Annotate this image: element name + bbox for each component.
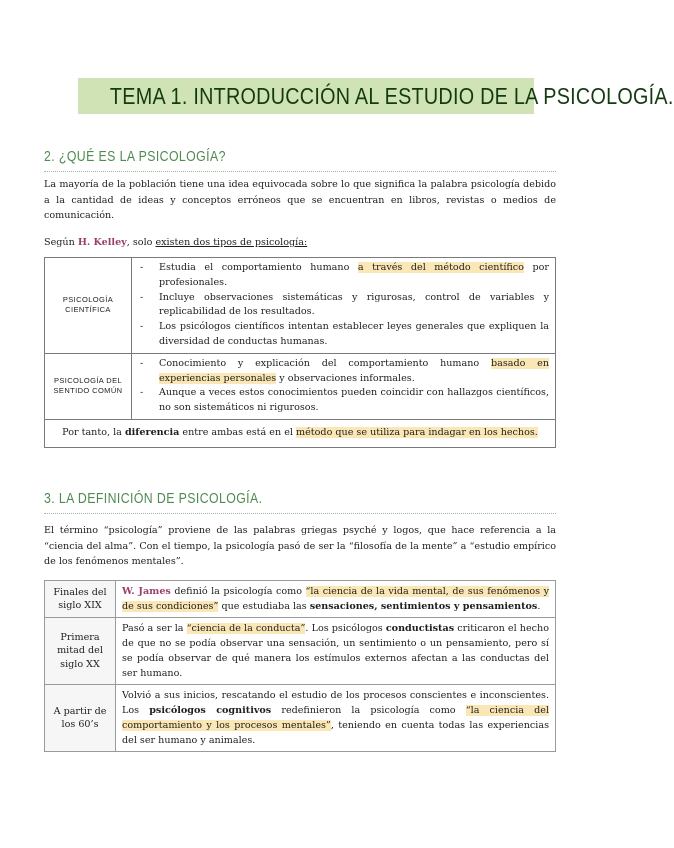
definition-paragraph: El término “psicología” proviene de las palabras griegas psyché y logos, que hace referencia a la “ciencia del alma”. Con el tiempo, la psicología pasó de ser la “filosofía de la mente” a “estudio empírico de los fenómenos mentales”. (44, 525, 556, 567)
bold-text: sensaciones, sentimientos y pensamientos (309, 601, 538, 612)
intro-paragraph: La mayoría de la población tiene una idea equivocada sobre lo que significa la palabra psicología debido a la cantidad de ideas y conceptos erróneos que se encuentran en libros, revistas o medios de comunicación. (44, 179, 556, 221)
highlight: basado en experiencias personales (159, 357, 550, 384)
list-item: - Incluye observaciones sistemáticas y rigurosas, control de variables y replicabilidad de los resultados. (136, 291, 549, 321)
highlight: método que se utiliza para indagar en los hechos. (296, 426, 538, 438)
text: criticaron el hecho de que no se podía observar una sensación, un sentimiento o un pensamiento, pero sí se podía observar de qué manera los estímulos externos afectan a las conductas del ser humano. (122, 623, 549, 679)
text: por profesionales. (159, 262, 549, 288)
highlight: “ciencia de la conducta” (186, 623, 306, 634)
bold-text: diferencia (124, 426, 180, 438)
list-item: - Los psicólogos científicos intentan establecer leyes generales que expliquen la diversidad de conductas humanas. (136, 320, 549, 350)
row-label: PSICOLOGÍA CIENTÍFICA (45, 258, 132, 354)
table-row (45, 618, 556, 685)
table-row (45, 353, 556, 419)
kelley-line (44, 235, 556, 251)
section-divider (44, 513, 556, 514)
period-content (116, 581, 556, 618)
text: entre ambas está en el (179, 426, 297, 438)
definition-history-table (44, 580, 556, 752)
text: y observaciones informales. (276, 372, 415, 384)
section-divider (44, 171, 556, 172)
period-content (116, 685, 556, 752)
period-label: A partir de los 60’s (45, 685, 116, 752)
psychology-types-table (44, 257, 556, 448)
page-title: TEMA 1. INTRODUCCIÓN AL ESTUDIO DE LA PSICOLOGÍA. (109, 83, 674, 109)
text: , teniendo en cuenta todas las experiencias del ser humano y animales. (122, 720, 549, 746)
list-item (136, 261, 549, 291)
period-label: Finales del siglo XIX (45, 581, 116, 618)
text: Conocimiento y explicación del comportamiento humano (159, 357, 491, 369)
highlight: “la ciencia de la vida mental, de sus fenómenos y de sus condiciones” (122, 586, 550, 612)
section-heading-3: 3. LA DEFINICIÓN DE PSICOLOGÍA. (44, 490, 263, 507)
table-row (45, 685, 556, 752)
author-name: W. James (122, 586, 171, 597)
period-content (116, 618, 556, 685)
row-label: PSICOLOGÍA DEL SENTIDO COMÚN (45, 353, 132, 419)
highlight: “la ciencia del comportamiento y los procesos mentales” (122, 705, 550, 731)
highlight: a través del método científico (357, 262, 524, 273)
text: , solo (126, 237, 156, 248)
list-item: - Aunque a veces estos conocimientos pueden coincidir con hallazgos científicos, no son sistemáticos ni rigurosos. (136, 386, 549, 416)
row-content (132, 353, 556, 419)
text: definió la psicología como (170, 586, 306, 597)
section-heading-2: 2. ¿QUÉ ES LA PSICOLOGÍA? (44, 148, 226, 165)
bold-text: conductistas (385, 623, 455, 634)
text: . (537, 601, 541, 612)
text: . Los psicólogos (305, 623, 386, 634)
underlined-text: existen dos tipos de psicología: (155, 237, 308, 248)
table-row (45, 419, 556, 447)
table-row (45, 581, 556, 618)
table-row (45, 258, 556, 354)
period-label: Primera mitad del siglo XX (45, 618, 116, 685)
text: que estudiaba las (218, 601, 310, 612)
text: Pasó a ser la (122, 623, 187, 634)
text: Según (44, 237, 78, 248)
list-item (136, 357, 549, 387)
summary-cell (45, 419, 556, 447)
text: Estudia el comportamiento humano (159, 262, 358, 273)
row-content (132, 258, 556, 354)
text: Por tanto, la (62, 426, 125, 438)
text: redefinieron la psicología como (271, 705, 466, 716)
author-name: H. Kelley (77, 237, 127, 248)
text: Volvió a sus inicios, rescatando el estudio de los procesos conscientes e inconscientes. Los (122, 690, 549, 716)
bold-text: psicólogos cognitivos (149, 705, 272, 716)
